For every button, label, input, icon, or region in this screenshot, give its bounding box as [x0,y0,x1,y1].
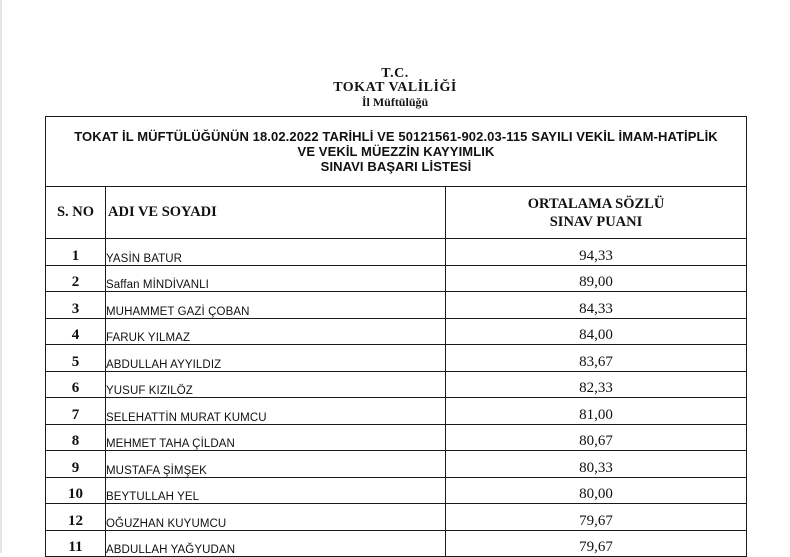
row-name: YUSUF KIZILÖZ [106,371,446,398]
header-country: T.C. [381,66,409,81]
table-row [46,424,747,451]
row-number: 5 [46,345,106,372]
header-office: İl Müftülüğü [361,95,429,109]
row-score: 80,00 [446,477,747,504]
table-title-line: VE VEKİL MÜEZZİN KAYYIMLIK [297,144,495,159]
row-score: 80,33 [446,451,747,478]
row-name: Saffan MİNDİVANLI [106,265,446,292]
row-number: 3 [46,292,106,319]
row-name: FARUK YILMAZ [106,318,446,345]
table-title-line: TOKAT İL MÜFTÜLÜĞÜNÜN 18.02.2022 TARİHLİ VE 50121561-902.03-115 SAYILI VEKİL İMAM-HATİPLİK [74,129,718,144]
column-header-score-line: ORTALAMA SÖZLÜ [527,195,665,212]
row-name: ABDULLAH YAĞYUDAN [106,530,446,557]
row-score: 84,33 [446,292,747,319]
row-name: YASİN BATUR [106,239,446,266]
row-score: 94,33 [446,239,747,266]
row-number: 2 [46,265,106,292]
table-title-line: SINAVI BAŞARI LİSTESİ [320,159,472,174]
header-governorship: TOKAT VALİLİĞİ [333,80,457,95]
column-header-score-line: SINAV PUANI [549,213,643,230]
row-number: 7 [46,398,106,425]
table-row [46,265,747,292]
row-score: 83,67 [446,345,747,372]
row-score: 82,33 [446,371,747,398]
table-row [46,239,747,266]
row-name: MUHAMMET GAZİ ÇOBAN [106,292,446,319]
row-number: 11 [46,530,106,557]
row-score: 79,67 [446,504,747,531]
row-name: OĞUZHAN KUYUMCU [106,504,446,531]
row-name: BEYTULLAH YEL [106,477,446,504]
row-number: 1 [46,239,106,266]
row-name: SELEHATTİN MURAT KUMCU [106,398,446,425]
row-score: 84,00 [446,318,747,345]
row-number: 10 [46,477,106,504]
column-header-score [446,187,747,239]
table-row [46,504,747,531]
row-number: 4 [46,318,106,345]
table-row [46,318,747,345]
row-score: 79,67 [446,530,747,557]
row-name: ABDULLAH AYYILDIZ [106,345,446,372]
table-row [46,451,747,478]
row-score: 81,00 [446,398,747,425]
table-row [46,292,747,319]
table-row [46,398,747,425]
column-header-row [46,187,747,239]
row-number: 6 [46,371,106,398]
row-score: 80,67 [446,424,747,451]
row-number: 8 [46,424,106,451]
row-score: 89,00 [446,265,747,292]
table-title [46,117,747,187]
table-row [46,345,747,372]
column-header-name: ADI VE SOYADI [106,187,446,239]
row-name: MUSTAFA ŞİMŞEK [106,451,446,478]
column-header-sno: S. NO [46,187,106,239]
row-number: 12 [46,504,106,531]
title-row [46,117,747,187]
row-name: MEHMET TAHA ÇİLDAN [106,424,446,451]
results-table [45,116,747,557]
table-row [46,477,747,504]
row-number: 9 [46,451,106,478]
table-row [46,371,747,398]
